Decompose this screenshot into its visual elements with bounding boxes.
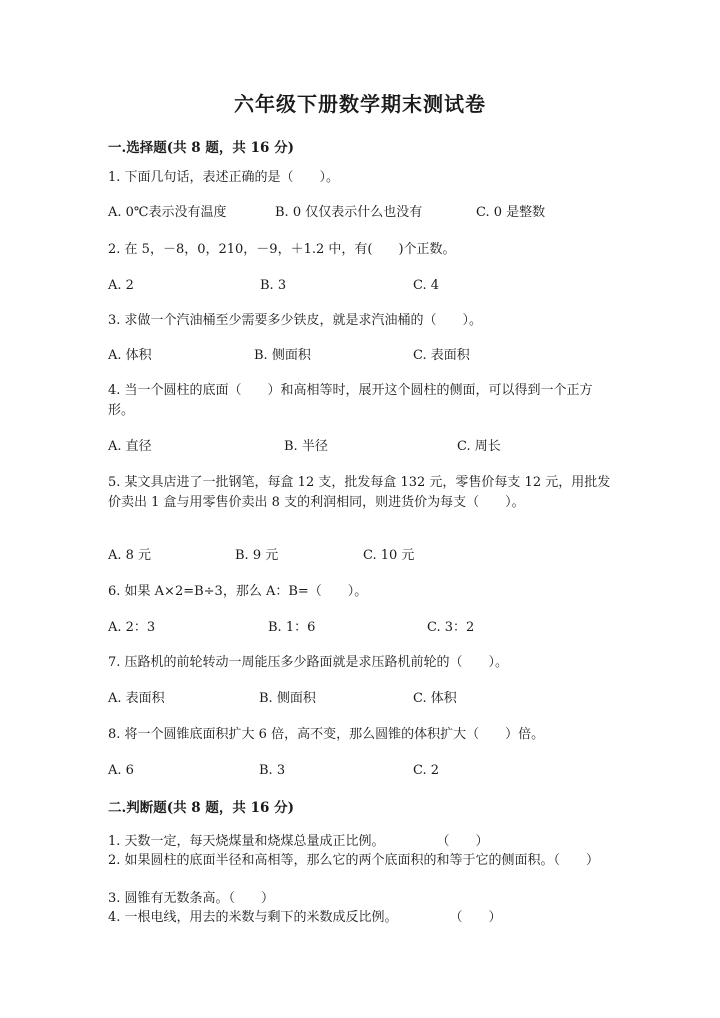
q3-option-c[interactable]: C. 表面积: [413, 348, 470, 363]
q2-option-c[interactable]: C. 4: [413, 278, 440, 293]
q7-option-b[interactable]: B. 侧面积: [259, 691, 316, 706]
q4-option-b[interactable]: B. 半径: [284, 439, 328, 454]
page-title: 六年级下册数学期末测试卷: [234, 92, 486, 116]
question-7: 7. 压路机的前轮转动一周能压多少路面就是求压路机前轮的（ ）。: [108, 655, 509, 670]
judgment-item-1: 1. 天数一定，每天烧煤量和烧煤总量成正比例。 （ ）: [108, 834, 489, 849]
q4-option-a[interactable]: A. 直径: [108, 439, 152, 454]
question-4: 4. 当一个圆柱的底面（ ）和高相等时，展开这个圆柱的侧面，可以得到一个正方形。: [108, 383, 593, 418]
q5-option-c[interactable]: C. 10 元: [363, 548, 415, 563]
q6-option-b[interactable]: B. 1：6: [268, 620, 316, 635]
q7-option-c[interactable]: C. 体积: [413, 691, 457, 706]
q2-option-b[interactable]: B. 3: [260, 278, 287, 293]
q5-option-a[interactable]: A. 8 元: [108, 548, 152, 563]
q7-option-a[interactable]: A. 表面积: [108, 691, 165, 706]
question-6: 6. 如果 A×2=B÷3，那么 A：B=（ ）。: [108, 584, 368, 599]
question-8: 8. 将一个圆锥底面积扩大 6 倍，高不变，那么圆锥的体积扩大（ ）倍。: [108, 727, 545, 742]
q2-option-a[interactable]: A. 2: [108, 278, 134, 293]
q6-option-c[interactable]: C. 3：2: [427, 620, 475, 635]
q8-option-a[interactable]: A. 6: [108, 763, 134, 778]
q5-option-b[interactable]: B. 9 元: [235, 548, 279, 563]
q4-option-c[interactable]: C. 周长: [457, 439, 501, 454]
question-1: 1. 下面几句话，表述正确的是（ ）。: [108, 170, 340, 185]
judgment-item-3: 3. 圆锥有无数条高。（ ）: [108, 891, 275, 906]
section-heading-choice: 一.选择题(共 8 题，共 16 分): [108, 140, 294, 156]
q6-option-a[interactable]: A. 2：3: [108, 620, 156, 635]
q3-option-a[interactable]: A. 体积: [108, 348, 152, 363]
judgment-item-2: 2. 如果圆柱的底面半径和高相等，那么它的两个底面积的和等于它的侧面积。（ ）: [108, 853, 600, 868]
q1-option-a[interactable]: A. 0℃表示没有温度: [108, 205, 227, 220]
q8-option-c[interactable]: C. 2: [413, 763, 440, 778]
q8-option-b[interactable]: B. 3: [259, 763, 286, 778]
question-5: 5. 某文具店进了一批钢笔，每盒 12 支，批发每盒 132 元，零售价每支 12 元，用批发价卖出 1 盒与用零售价卖出 8 支的利润相同，则进货价为每支（ ）。: [108, 475, 611, 510]
question-3: 3. 求做一个汽油桶至少需要多少铁皮，就是求汽油桶的（ ）。: [108, 313, 483, 328]
judgment-item-4: 4. 一根电线，用去的米数与剩下的米数成反比例。 （ ）: [108, 910, 502, 925]
q1-option-b[interactable]: B. 0 仅仅表示什么也没有: [275, 205, 423, 220]
question-2: 2. 在 5，－8，0，210，－9，＋1.2 中，有( )个正数。: [108, 242, 456, 257]
q3-option-b[interactable]: B. 侧面积: [254, 348, 311, 363]
q1-option-c[interactable]: C. 0 是整数: [476, 205, 546, 220]
section-heading-judgment: 二.判断题(共 8 题，共 16 分): [108, 800, 294, 816]
